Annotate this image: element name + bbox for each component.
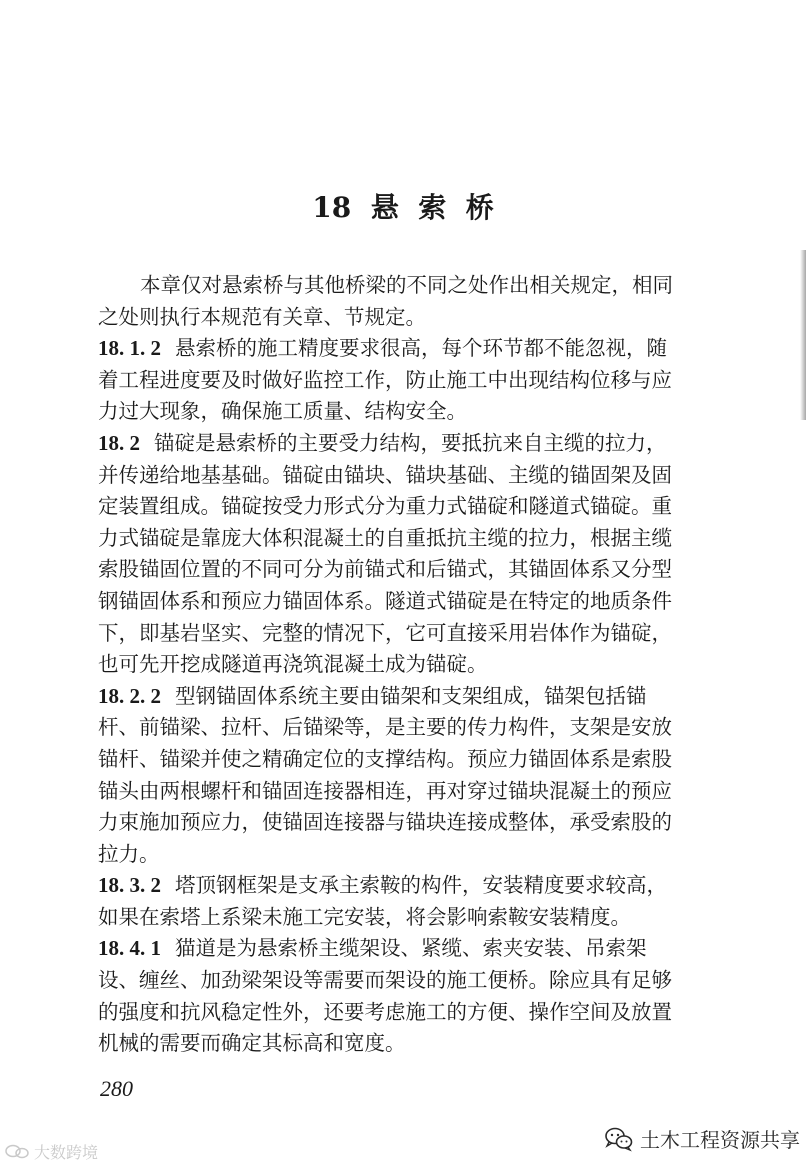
page-number: 280: [100, 1076, 133, 1101]
line-text: 力束施加预应力，使锚固连接器与锚块连接成整体，承受索股的: [98, 810, 672, 835]
line-text: 锚头由两根螺杆和锚固连接器相连，再对穿过锚块混凝土的预应: [98, 778, 672, 803]
section-number: 18. 1. 2: [98, 336, 161, 361]
text-line: [98, 491, 698, 523]
line-text: 锚碇是悬索桥的主要受力结构，要抵抗来自主缆的拉力，: [154, 430, 667, 455]
text-line: [98, 554, 698, 586]
section-number: 18. 3. 2: [98, 873, 161, 898]
line-text: 如果在索塔上系梁未施工完安装，将会影响索鞍安装精度。: [98, 904, 631, 929]
text-line: [98, 649, 698, 681]
text-line: [98, 618, 698, 650]
body-text: [98, 270, 698, 1060]
line-text: 钢锚固体系和预应力锚固体系。隧道式锚碇是在特定的地质条件: [98, 588, 672, 613]
text-line: [98, 839, 698, 871]
line-text: 着工程进度要及时做好监控工作，防止施工中出现结构位移与应: [98, 367, 672, 392]
section-number: 18. 2: [98, 430, 140, 455]
text-line: [98, 965, 698, 997]
line-text: 下，即基岩坚实、完整的情况下，它可直接采用岩体作为锚碇，: [98, 620, 672, 645]
line-text: 也可先开挖成隧道再浇筑混凝土成为锚碇。: [98, 652, 488, 677]
line-text: 猫道是为悬索桥主缆架设、紧缆、索夹安装、吊索架: [175, 936, 647, 961]
text-line: [98, 712, 698, 744]
line-text: 杆、前锚梁、拉杆、后锚梁等，是主要的传力构件，支架是安放: [98, 715, 672, 740]
line-text: 力式锚碇是靠庞大体积混凝土的自重抵抗主缆的拉力，根据主缆: [98, 525, 672, 550]
line-text: 型钢锚固体系统主要由锚架和支架组成，锚架包括锚: [175, 683, 647, 708]
wechat-icon: [604, 1126, 634, 1152]
text-line: [98, 270, 698, 302]
line-text: 索股锚固位置的不同可分为前锚式和后锚式，其锚固体系又分型: [98, 557, 672, 582]
text-line: [98, 776, 698, 808]
line-text: 塔顶钢框架是支承主索鞍的构件，安装精度要求较高，: [175, 873, 667, 898]
text-line: [98, 302, 698, 334]
text-line: [98, 870, 698, 902]
section-number: 18. 2. 2: [98, 683, 161, 708]
text-line: [98, 586, 698, 618]
watermark-right: [604, 1124, 800, 1153]
text-line: [98, 523, 698, 555]
section-number: 18. 4. 1: [98, 936, 161, 961]
line-text: 力过大现象，确保施工质量、结构安全。: [98, 399, 467, 424]
chapter-title: 18 悬 索 桥: [312, 191, 494, 224]
speech-bubble-icon: [4, 1143, 30, 1161]
text-line: [98, 681, 698, 713]
text-line: [98, 1028, 698, 1060]
line-text: 拉力。: [98, 841, 160, 866]
text-line: [98, 333, 698, 365]
watermark-right-text: 土木工程资源共享: [640, 1128, 800, 1152]
text-line: [98, 933, 698, 965]
watermark-left-text: 大数跨境: [34, 1143, 99, 1162]
line-text: 的强度和抗风稳定性外，还要考虑施工的方便、操作空间及放置: [98, 999, 672, 1024]
text-line: [98, 997, 698, 1029]
text-line: [98, 428, 698, 460]
line-text: 之处则执行本规范有关章、节规定。: [98, 304, 426, 329]
line-text: 本章仅对悬索桥与其他桥梁的不同之处作出相关规定，相同: [140, 273, 673, 297]
line-text: 定装置组成。锚碇按受力形式分为重力式锚碇和隧道式锚碇。重: [98, 494, 672, 519]
line-text: 悬索桥的施工精度要求很高，每个环节都不能忽视，随: [175, 336, 667, 361]
text-line: [98, 744, 698, 776]
line-text: 并传递给地基基础。锚碇由锚块、锚块基础、主缆的锚固架及固: [98, 462, 672, 487]
text-line: [98, 902, 698, 934]
line-text: 设、缠丝、加劲梁架设等需要而架设的施工便桥。除应具有足够: [98, 968, 672, 993]
line-text: 锚杆、锚梁并使之精确定位的支撑结构。预应力锚固体系是索股: [98, 746, 672, 771]
scan-edge-shadow: [800, 250, 806, 420]
text-line: [98, 807, 698, 839]
text-line: [98, 460, 698, 492]
text-line: [98, 365, 698, 397]
watermark-left: [4, 1140, 98, 1163]
line-text: 机械的需要而确定其标高和宽度。: [98, 1031, 406, 1056]
text-line: [98, 396, 698, 428]
